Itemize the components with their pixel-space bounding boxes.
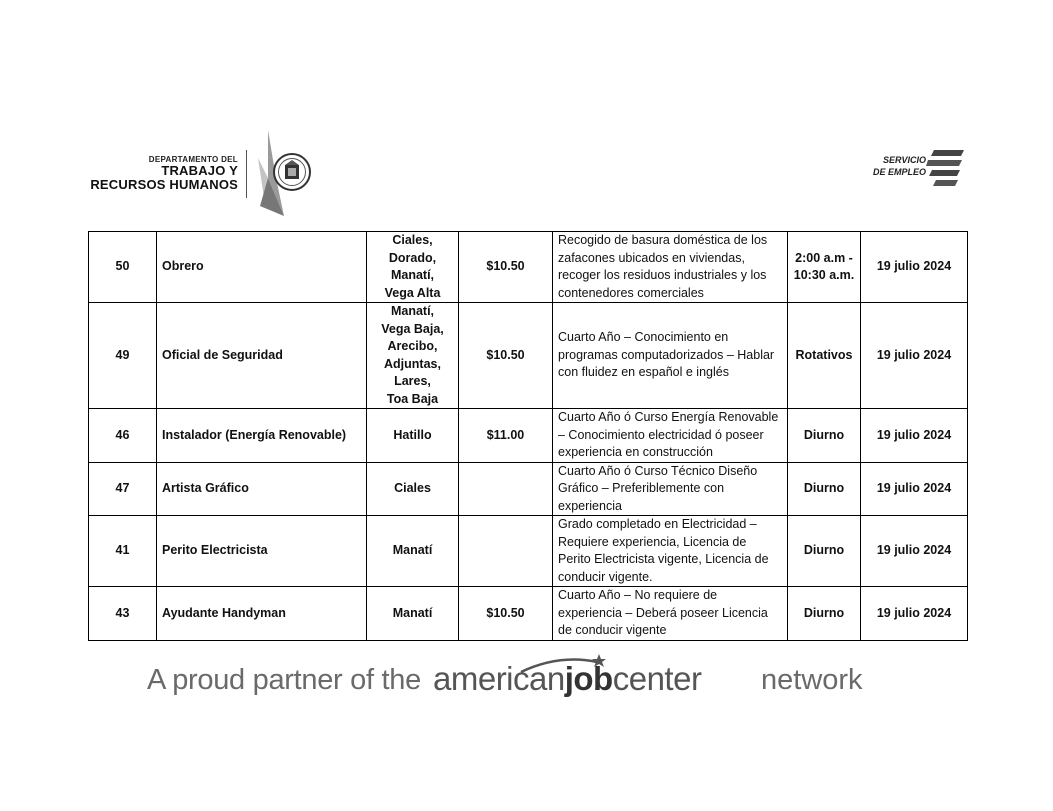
job-date: 19 julio 2024 xyxy=(861,303,968,409)
job-schedule xyxy=(788,516,861,587)
wordmark-job: job xyxy=(564,660,613,697)
servicio-empleo-line2: DE EMPLEO xyxy=(872,167,926,178)
table-row xyxy=(89,587,968,641)
job-date: 19 julio 2024 xyxy=(861,409,968,463)
job-number: 41 xyxy=(89,516,157,587)
american-job-center-tagline xyxy=(147,652,907,704)
job-salary xyxy=(459,516,553,587)
job-date: 19 julio 2024 xyxy=(861,587,968,641)
job-location: Hatillo xyxy=(393,427,432,442)
dtrh-logo-line1: DEPARTAMENTO DEL xyxy=(148,155,238,164)
job-schedule-line: Diurno xyxy=(803,605,845,620)
job-salary: $11.00 xyxy=(459,409,553,463)
table-row xyxy=(89,516,968,587)
job-title: Instalador (Energía Renovable) xyxy=(157,409,367,463)
job-location: Adjuntas, xyxy=(384,356,441,371)
job-location: Dorado, xyxy=(388,250,437,265)
table-row xyxy=(89,303,968,409)
job-date: 19 julio 2024 xyxy=(861,462,968,516)
job-salary xyxy=(459,462,553,516)
job-schedule xyxy=(788,232,861,303)
job-title: Artista Gráfico xyxy=(157,462,367,516)
job-number: 47 xyxy=(89,462,157,516)
job-schedule-line: Diurno xyxy=(803,481,845,495)
job-salary: $10.50 xyxy=(459,587,553,641)
job-number: 43 xyxy=(89,587,157,641)
job-schedule xyxy=(788,409,861,463)
job-requirements: Cuarto Año ó Curso Energía Renovable – Conocimiento electricidad ó poseer experiencia en construcción xyxy=(553,409,788,463)
job-location: Manatí xyxy=(392,605,433,620)
american-job-center-wordmark xyxy=(433,660,701,698)
job-schedule xyxy=(788,462,861,516)
job-schedule-line: Diurno xyxy=(803,427,845,442)
job-schedule xyxy=(788,303,861,409)
job-requirements: Cuarto Año – Conocimiento en programas computadorizados – Hablar con fluidez en español e inglés xyxy=(553,303,788,409)
job-title: Obrero xyxy=(157,232,367,303)
job-location: Toa Baja xyxy=(386,391,439,406)
tagline-prefix: A proud partner of the xyxy=(147,664,421,696)
table-row xyxy=(89,232,968,303)
job-location: Manatí xyxy=(392,543,433,558)
servicio-empleo-logo xyxy=(862,148,972,192)
wordmark-american: american xyxy=(433,660,565,697)
job-location: Ciales xyxy=(394,481,431,495)
table-row xyxy=(89,462,968,516)
jobs-table xyxy=(88,231,968,641)
job-schedule-line: 10:30 a.m. xyxy=(793,268,855,282)
job-schedule-line: 2:00 a.m - xyxy=(795,250,853,265)
job-schedule-line: Diurno xyxy=(803,543,845,558)
job-title: Ayudante Handyman xyxy=(157,587,367,641)
job-location: Vega Alta xyxy=(384,285,441,300)
job-date: 19 julio 2024 xyxy=(861,516,968,587)
job-locations xyxy=(367,587,459,641)
wordmark-center: center xyxy=(612,660,702,697)
job-requirements: Cuarto Año – No requiere de experiencia – Deberá poseer Licencia de conducir vigente xyxy=(553,587,788,641)
job-locations xyxy=(367,303,459,409)
servicio-empleo-text xyxy=(862,154,926,178)
job-number: 46 xyxy=(89,409,157,463)
job-locations xyxy=(367,409,459,463)
puerto-rico-seal-icon xyxy=(254,128,316,218)
dtrh-logo xyxy=(86,128,326,218)
job-requirements: Cuarto Año ó Curso Técnico Diseño Gráfico – Preferiblemente con experiencia xyxy=(553,462,788,516)
servicio-empleo-line1: SERVICIO xyxy=(882,155,926,165)
job-location: Vega Baja, xyxy=(381,321,444,336)
job-title: Oficial de Seguridad xyxy=(157,303,367,409)
job-locations xyxy=(367,516,459,587)
job-number: 49 xyxy=(89,303,157,409)
job-locations xyxy=(367,232,459,303)
job-location: Arecibo, xyxy=(387,339,438,353)
job-location: Ciales, xyxy=(392,233,433,247)
servicio-empleo-stripes-icon xyxy=(926,148,966,192)
job-number: 50 xyxy=(89,232,157,303)
job-location: Manatí, xyxy=(390,268,435,282)
dtrh-logo-divider xyxy=(246,150,247,198)
table-row xyxy=(89,409,968,463)
job-date: 19 julio 2024 xyxy=(861,232,968,303)
job-title: Perito Electricista xyxy=(157,516,367,587)
job-requirements: Recogido de basura doméstica de los zafacones ubicados en viviendas, recoger los residuos industriales y los contenedores comerciales xyxy=(553,232,788,303)
job-requirements: Grado completado en Electricidad – Requiere experiencia, Licencia de Perito Electricista vigente, Licencia de conducir vigente. xyxy=(553,516,788,587)
job-location: Lares, xyxy=(394,374,431,388)
job-salary: $10.50 xyxy=(459,303,553,409)
dtrh-logo-line2: TRABAJO Y xyxy=(161,163,238,179)
job-salary: $10.50 xyxy=(459,232,553,303)
job-location: Manatí, xyxy=(390,304,435,318)
job-locations xyxy=(367,462,459,516)
job-schedule-line: Rotativos xyxy=(795,347,853,362)
tagline-suffix: network xyxy=(761,664,863,696)
dtrh-logo-text xyxy=(86,156,238,192)
dtrh-logo-line3: RECURSOS HUMANOS xyxy=(90,177,238,193)
job-schedule xyxy=(788,587,861,641)
